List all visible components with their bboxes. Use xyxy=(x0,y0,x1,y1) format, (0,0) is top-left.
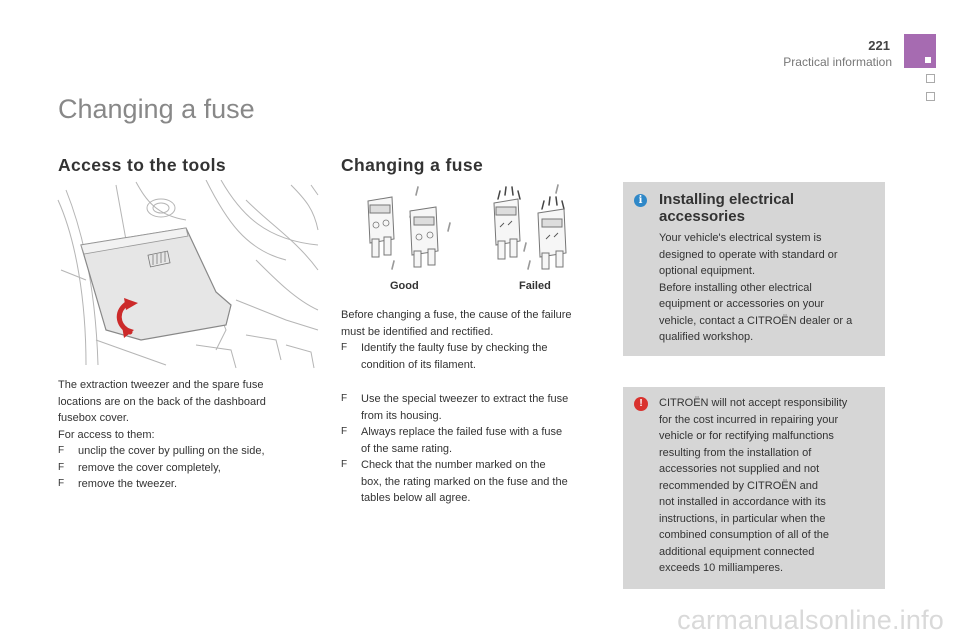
access-intro-line: locations are on the back of the dashboard xyxy=(58,395,266,408)
access-heading: Access to the tools xyxy=(58,155,227,175)
info-box-line: qualified workshop. xyxy=(659,331,754,343)
info-box-line: Your vehicle's electrical system is xyxy=(659,232,822,244)
list-item-line: Check that the number marked on the xyxy=(361,459,546,471)
warning-box-line: combined consumption of all of the xyxy=(659,529,829,541)
list-item xyxy=(341,457,611,507)
access-intro-line: For access to them: xyxy=(58,428,155,441)
list-item-line: Use the special tweezer to extract the fuse xyxy=(361,393,569,405)
info-box-line: Before installing other electrical xyxy=(659,281,812,294)
info-box-line: equipment or accessories on your xyxy=(659,298,825,310)
bullet-marker: F xyxy=(341,459,348,470)
watermark: carmanualsonline.info xyxy=(677,605,944,635)
warning-box-line: instructions, in particular when the xyxy=(659,512,826,525)
list-item-line: Always replace the failed fuse with a fuse xyxy=(361,426,563,438)
tab-marker xyxy=(925,57,931,63)
changing-heading: Changing a fuse xyxy=(341,155,484,175)
bullet-marker: F xyxy=(341,426,348,437)
list-item-line: of the same rating. xyxy=(361,442,453,455)
warning-box-line: for the cost incurred in repairing your xyxy=(659,413,839,426)
warning-box-line: CITROËN will not accept responsibility xyxy=(659,397,848,409)
list-item-line: from its housing. xyxy=(361,409,442,422)
list-item xyxy=(58,476,308,493)
warning-box-line: additional equipment connected xyxy=(659,545,815,558)
info-box-line: optional equipment. xyxy=(659,265,756,277)
info-box-line: vehicle, contact a CITROËN dealer or a xyxy=(659,314,853,327)
list-item xyxy=(341,424,611,457)
warning-box-line: resulting from the installation of xyxy=(659,446,812,459)
list-item-line: Identify the faulty fuse by checking the xyxy=(361,342,548,354)
info-box-title xyxy=(659,191,794,225)
good-fuse-illustration xyxy=(352,183,462,273)
list-item-line: box, the rating marked on the fuse and the xyxy=(361,475,568,488)
fuse-failed-label: Failed xyxy=(519,280,551,292)
section-tab-active[interactable] xyxy=(904,34,936,68)
info-box-title-line: Installing electrical xyxy=(659,191,795,208)
changing-instructions xyxy=(341,307,611,507)
info-box-text xyxy=(659,230,879,346)
warning-box xyxy=(623,387,885,589)
list-item xyxy=(341,340,611,373)
failed-fuse-illustration xyxy=(486,183,582,273)
bullet-marker: F xyxy=(58,478,65,489)
page-number: 221 xyxy=(868,38,890,53)
warning-box-line: not installed in accordance with its xyxy=(659,496,826,508)
list-item-line: tables below all agree. xyxy=(361,492,471,504)
list-item xyxy=(58,443,308,460)
list-item-text: unclip the cover by pulling on the side, xyxy=(78,445,265,457)
list-item-text: remove the tweezer. xyxy=(78,478,178,490)
warning-icon: ! xyxy=(634,397,648,411)
changing-intro-line: must be identified and rectified. xyxy=(341,325,494,338)
warning-box-line: accessories not supplied and not xyxy=(659,463,820,475)
info-box-line: designed to operate with standard or xyxy=(659,248,838,261)
warning-box-text xyxy=(659,395,881,577)
fuse-good-label: Good xyxy=(390,280,419,292)
access-instructions xyxy=(58,377,308,493)
warning-box-line: exceeds 10 milliamperes. xyxy=(659,562,784,574)
info-box xyxy=(623,182,885,356)
list-item-line: condition of its filament. xyxy=(361,358,476,371)
bullet-marker: F xyxy=(341,342,348,353)
section-tab[interactable] xyxy=(926,74,935,83)
info-box-title-line: accessories xyxy=(659,208,745,225)
list-item-text: remove the cover completely, xyxy=(78,461,221,474)
section-tab[interactable] xyxy=(926,92,935,101)
list-item xyxy=(341,391,611,424)
bullet-marker: F xyxy=(58,461,65,473)
changing-intro-line: Before changing a fuse, the cause of the failure xyxy=(341,309,572,321)
access-intro-line: fusebox cover. xyxy=(58,412,129,424)
dashboard-illustration xyxy=(56,180,320,370)
bullet-marker: F xyxy=(58,445,65,456)
list-item xyxy=(58,460,308,477)
access-intro-line: The extraction tweezer and the spare fuse xyxy=(58,379,264,391)
info-icon: i xyxy=(634,194,647,207)
page-title: Changing a fuse xyxy=(58,94,255,124)
warning-box-line: vehicle or for rectifying malfunctions xyxy=(659,430,834,442)
section-name: Practical information xyxy=(783,55,892,69)
bullet-marker: F xyxy=(341,393,348,404)
warning-box-line: recommended by CITROËN and xyxy=(659,479,818,492)
